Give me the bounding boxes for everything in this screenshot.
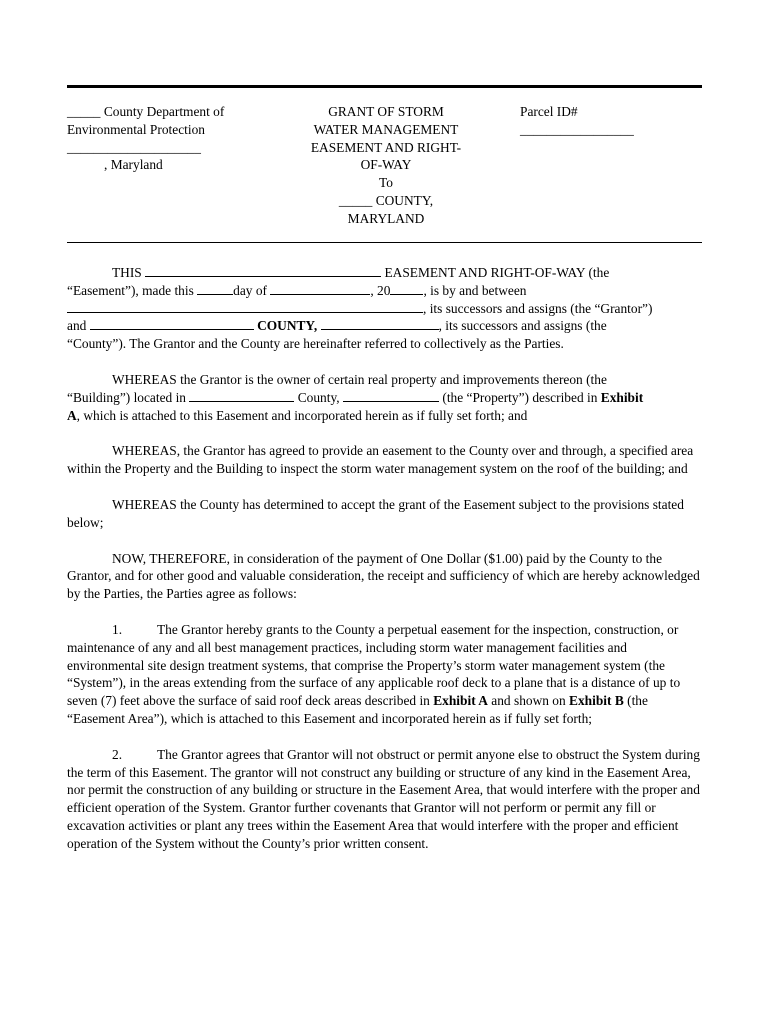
blank-field <box>321 317 439 330</box>
blank-field <box>390 282 423 295</box>
parcel-id-blank: _________________ <box>520 121 634 137</box>
department-line-3: ____________________ <box>67 139 201 155</box>
department-line-4: , Maryland <box>104 157 163 173</box>
paragraph-now-therefore: NOW, THEREFORE, in consideration of the payment of One Dollar ($1.00) paid by the County to the Grantor, and for other good and valuable consideration, the receipt and sufficiency of which are hereby acknowledged by the Parties, the Parties agree as follows: <box>67 550 700 602</box>
blank-field <box>90 317 254 330</box>
section-1: 1. The Grantor hereby grants to the County a perpetual easement for the inspection, construction, or maintenance of any and all best management practices, including storm water management facilities and environmental site design treatment systems, that comprise the Property’s storm water management system (the “System”), in the areas extending from the surface of any applicable roof deck to a plane that is a distance of up to seven (7) feet above the surface of said roof deck areas described in Exhibit A and shown on Exhibit B (the “Easement Area”), which is attached to this Easement and incorporated herein as if fully set forth; <box>67 621 681 726</box>
title-line-4: OF-WAY <box>360 157 412 173</box>
title-line-2: WATER MANAGEMENT <box>313 121 459 137</box>
paragraph-whereas-owner: WHEREAS the Grantor is the owner of certain real property and improvements thereon (the “Building”) located in County, (the “Property”) described in Exhibit A, which is attached to this Easement and incorporated herein as if fully set forth; and <box>67 371 644 423</box>
top-rule <box>67 85 702 88</box>
paragraph-whereas-agreed: WHEREAS, the Grantor has agreed to provide an easement to the County over and through, a specified area within the Property and the Building to inspect the storm water management system on the roof of the building; and <box>67 443 694 477</box>
title-line-1: GRANT OF STORM <box>328 104 444 119</box>
department-line-2: Environmental Protection <box>67 121 205 137</box>
parcel-id-block <box>520 103 700 139</box>
blank-field <box>343 389 439 402</box>
section-number: 1. <box>112 621 123 637</box>
blank-field <box>270 282 370 295</box>
title-line-3: EASEMENT AND RIGHT- <box>310 139 462 155</box>
paragraph-whereas-accept: WHEREAS the County has determined to accept the grant of the Easement subject to the provisions stated below; <box>67 496 684 530</box>
department-line-1: _____ County Department of <box>67 104 225 119</box>
header-bottom-rule <box>67 242 702 243</box>
title-line-6: _____ COUNTY, <box>338 192 434 208</box>
paragraph-parties: THIS EASEMENT AND RIGHT-OF-WAY (the “Easement”), made this day of , 20 , is by and between , its successors and assigns (the “Grantor”) and COUNTY, , its successors and assigns (the “County”). The Grantor and the County are hereinafter referred to collectively as the Parties. <box>67 265 653 352</box>
blank-field <box>197 282 233 295</box>
document-body <box>67 264 702 871</box>
document-title-block <box>286 103 486 228</box>
parcel-id-label: Parcel ID# <box>520 104 578 119</box>
county-label: COUNTY, <box>257 318 318 334</box>
title-line-7: MARYLAND <box>347 210 425 226</box>
blank-field <box>67 300 423 313</box>
blank-field <box>145 264 381 277</box>
title-line-5: To <box>379 175 393 191</box>
section-2: 2. The Grantor agrees that Grantor will not obstruct or permit anyone else to obstruct the System during the term of this Easement. The grantor will not construct any building or structure of any kind in the Easement Area, nor permit the construction of any building or structure in the Easement Area, that would interfere with the proper and efficient operation of the System. Grantor further covenants that Grantor will not perform or permit any fill or excavation activities or plant any trees within the Easement Area that would interfere with the proper and efficient operation of the System without the County’s prior written consent. <box>67 746 700 851</box>
section-number: 2. <box>112 746 123 762</box>
blank-field <box>189 389 294 402</box>
department-block <box>67 103 267 174</box>
